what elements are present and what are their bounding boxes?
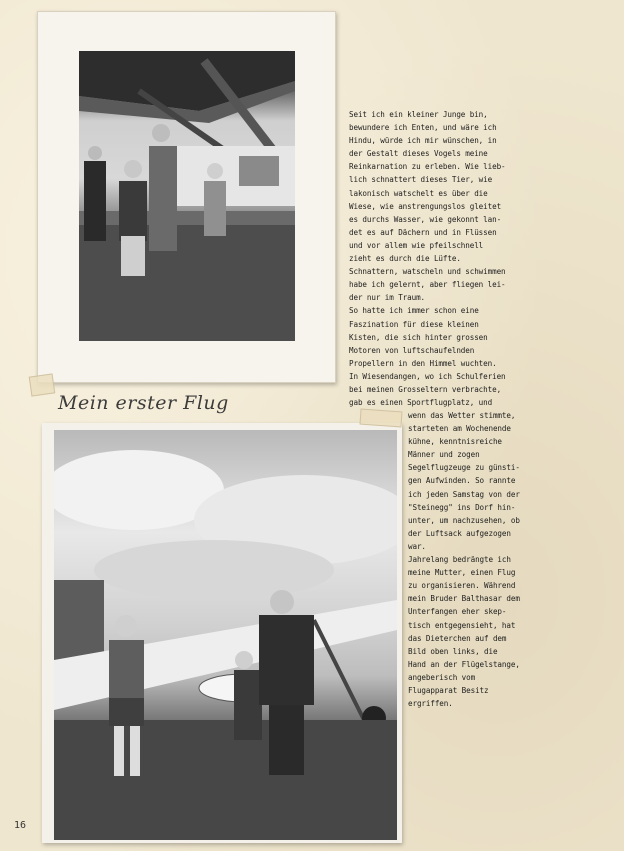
text-line: Hand an der Flügelstange, (408, 659, 520, 669)
text-line: Bild oben links, die (408, 646, 498, 656)
text-line: Kisten, die sich hinter grossen (349, 332, 488, 342)
text-line: wenn das Wetter stimmte, (408, 411, 516, 420)
text-line: lakonisch watschelt es über die (349, 188, 488, 198)
text-line: Schnattern, watscheln und schwimmen (349, 267, 506, 277)
text-line: ergriffen. (408, 699, 453, 709)
text-line: starteten am Wochenende (408, 424, 511, 434)
text-line: der nur im Traum. (349, 293, 426, 303)
text-line: lich schnattert dieses Tier, wie (349, 175, 493, 185)
text-line: "Steinegg" ins Dorf hin- (408, 502, 516, 512)
text-line: der Gestalt dieses Vogels meine (349, 149, 488, 159)
text-line: bewundere ich Enten, und wäre ich (349, 123, 497, 133)
text-line: Seit ich ein kleiner Junge bin, (349, 110, 488, 119)
text-line: mein Bruder Balthasar dem (408, 594, 520, 604)
text-line: Unterfangen eher skep- (408, 607, 507, 617)
text-line: und vor allem wie pfeilschnell (349, 240, 484, 250)
text-line: habe ich gelernt, aber fliegen lei- (349, 280, 506, 290)
text-line: Faszination für diese kleinen (349, 319, 479, 329)
text-line: gen Aufwinden. So rannte (408, 476, 516, 486)
text-line: meine Mutter, einen Flug (408, 568, 516, 578)
text-line: Flugapparat Besitz (408, 685, 489, 695)
text-line: Jahrelang bedrängte ich (408, 555, 511, 565)
tape-strip (29, 373, 56, 396)
text-line: gab es einen Sportflugplatz, und (349, 398, 493, 408)
text-line: angeberisch vom (408, 672, 476, 682)
text-line: zieht es durch die Lüfte. (349, 254, 461, 264)
text-line: Segelflugzeuge zu günsti- (408, 463, 520, 473)
text-line: Motoren von luftschaufelnden (349, 345, 475, 355)
text-line: Reinkarnation zu erleben. Wie lieb- (349, 162, 506, 172)
photo-family-at-airplane (79, 51, 295, 341)
page-number: 16 (14, 820, 27, 831)
photo-boys-with-pilot (54, 430, 397, 840)
tape-strip (359, 409, 402, 428)
text-line: war. (408, 541, 426, 551)
story-text-upper (349, 108, 506, 409)
story-text-lower (408, 409, 520, 710)
text-line: So hatte ich immer schon eine (349, 306, 479, 316)
text-line: Hindu, würde ich mir wünschen, in (349, 136, 497, 146)
text-line: das Dieterchen auf dem (408, 633, 507, 643)
text-line: unter, um nachzusehen, ob (408, 515, 520, 525)
text-line: ich jeden Samstag von der (408, 489, 520, 499)
text-line: es durchs Wasser, wie gekonnt lan- (349, 214, 502, 224)
text-line: kühne, kenntnisreiche (408, 437, 502, 447)
text-line: tisch entgegensieht, hat (408, 620, 516, 630)
text-line: bei meinen Grosseltern verbrachte, (349, 384, 502, 394)
text-line: In Wiesendangen, wo ich Schulferien (349, 371, 506, 381)
text-line: Propellern in den Himmel wuchten. (349, 358, 497, 368)
text-line: Männer und zogen (408, 450, 480, 460)
text-line: Wiese, wie anstrengungslos gleitet (349, 201, 502, 211)
text-line: zu organisieren. Während (408, 581, 516, 591)
text-line: det es auf Dächern und in Flüssen (349, 227, 497, 237)
text-line: der Luftsack aufgezogen (408, 528, 511, 538)
handwritten-caption: Mein erster Flug (58, 392, 229, 414)
